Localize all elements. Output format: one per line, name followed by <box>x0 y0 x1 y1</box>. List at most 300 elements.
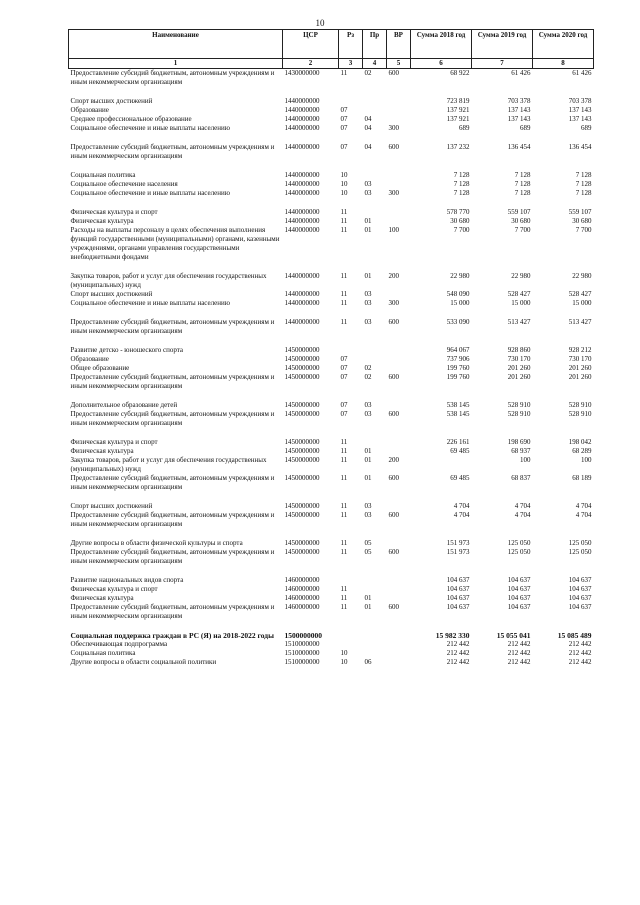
row-rz: 07 <box>340 143 348 151</box>
row-vr: 600 <box>388 474 399 482</box>
row-csr: 1450000000 <box>284 511 320 519</box>
row-vr <box>387 447 411 456</box>
row-sum-2020: 68 189 <box>572 474 592 482</box>
table-row <box>69 649 594 658</box>
table-row <box>69 438 594 447</box>
table-row <box>69 189 594 198</box>
row-rz: 07 <box>340 115 348 123</box>
table-row <box>69 180 594 189</box>
row-rz: 10 <box>340 189 348 197</box>
table-row <box>69 502 594 511</box>
row-vr: 600 <box>388 318 399 326</box>
row-sum-2020: 30 680 <box>572 217 592 225</box>
spacer-row <box>69 198 594 208</box>
row-csr: 1440000000 <box>284 226 320 234</box>
row-csr: 1450000000 <box>284 364 320 372</box>
column-number: 5 <box>387 59 411 69</box>
row-rz: 11 <box>340 456 348 464</box>
row-name: Предоставление субсидий бюджетным, автономным учреждениям и иным некоммерческим организациям <box>70 548 275 565</box>
header-pr: Пр <box>363 30 387 59</box>
row-csr: 1450000000 <box>284 355 320 363</box>
spacer-cell <box>69 133 594 143</box>
row-sum-2020: 61 426 <box>572 69 592 77</box>
row-pr <box>363 631 387 640</box>
row-sum-2020: 198 042 <box>568 438 592 446</box>
row-csr: 1440000000 <box>284 290 320 298</box>
column-number: 6 <box>411 59 472 69</box>
row-sum-2019: 136 454 <box>507 143 531 151</box>
row-csr: 1440000000 <box>284 318 320 326</box>
row-name: Дополнительное образование детей <box>70 401 178 409</box>
row-pr: 03 <box>364 511 372 519</box>
row-sum-2020: 7 700 <box>575 226 592 234</box>
row-sum-2018: 104 637 <box>446 594 470 602</box>
row-name: Физическая культура и спорт <box>70 438 158 446</box>
table-row <box>69 318 594 336</box>
row-csr: 1440000000 <box>284 299 320 307</box>
row-vr <box>387 585 411 594</box>
row-pr: 02 <box>364 373 372 381</box>
header-vr: ВР <box>387 30 411 59</box>
table-row <box>69 226 594 262</box>
row-rz: 11 <box>340 548 348 556</box>
spacer-cell <box>69 161 594 171</box>
row-sum-2018: 68 922 <box>450 69 470 77</box>
row-name: Образование <box>70 355 109 363</box>
row-sum-2019: 198 690 <box>507 438 531 446</box>
row-vr <box>387 401 411 410</box>
row-pr <box>363 171 387 180</box>
row-sum-2019: 212 442 <box>507 640 531 648</box>
row-vr <box>387 290 411 299</box>
row-pr: 01 <box>364 603 372 611</box>
row-rz: 10 <box>340 658 348 666</box>
table-row <box>69 640 594 649</box>
row-sum-2018: 15 982 330 <box>435 631 470 640</box>
header-row <box>69 30 594 59</box>
row-csr: 1510000000 <box>284 658 320 666</box>
row-sum-2019: 559 107 <box>507 208 531 216</box>
row-rz: 11 <box>340 290 348 298</box>
row-csr: 1450000000 <box>284 346 320 354</box>
row-vr <box>387 97 411 106</box>
spacer-cell <box>69 621 594 631</box>
row-sum-2020: 15 000 <box>572 299 592 307</box>
spacer-cell <box>69 336 594 346</box>
row-rz: 11 <box>340 474 348 482</box>
row-sum-2019: 137 143 <box>507 115 531 123</box>
row-pr: 03 <box>364 401 372 409</box>
row-sum-2018: 723 819 <box>446 97 470 105</box>
table-row <box>69 474 594 492</box>
row-sum-2020: 104 637 <box>568 585 592 593</box>
row-csr: 1450000000 <box>284 502 320 510</box>
row-vr: 200 <box>388 456 399 464</box>
table-row <box>69 208 594 217</box>
row-pr: 03 <box>364 318 372 326</box>
row-vr <box>387 658 411 667</box>
row-sum-2019: 68 937 <box>511 447 531 455</box>
spacer-row <box>69 391 594 401</box>
spacer-cell <box>69 391 594 401</box>
spacer-row <box>69 428 594 438</box>
row-rz: 07 <box>340 124 348 132</box>
row-vr: 300 <box>388 299 399 307</box>
row-sum-2019: 528 427 <box>507 290 531 298</box>
row-sum-2019: 7 700 <box>514 226 531 234</box>
spacer-row <box>69 529 594 539</box>
row-sum-2019: 104 637 <box>507 585 531 593</box>
row-pr: 02 <box>364 69 372 77</box>
row-vr <box>387 115 411 124</box>
row-pr: 01 <box>364 456 372 464</box>
row-rz: 11 <box>340 447 348 455</box>
row-name: Предоставление субсидий бюджетным, автономным учреждениям и иным некоммерческим организациям <box>70 69 275 86</box>
row-sum-2019: 201 260 <box>507 373 531 381</box>
row-rz: 11 <box>340 318 348 326</box>
row-pr <box>363 640 387 649</box>
row-vr: 600 <box>388 410 399 418</box>
row-pr <box>363 649 387 658</box>
row-sum-2020: 730 170 <box>568 355 592 363</box>
row-sum-2019: 928 860 <box>507 346 531 354</box>
row-pr: 03 <box>364 180 372 188</box>
row-sum-2020: 4 704 <box>575 502 592 510</box>
table-row <box>69 290 594 299</box>
row-sum-2018: 548 090 <box>446 290 470 298</box>
table-header <box>69 30 594 69</box>
row-name: Другие вопросы в области физической культуры и спорта <box>70 539 243 547</box>
row-name: Предоставление субсидий бюджетным, автономным учреждениям и иным некоммерческим организациям <box>70 143 275 160</box>
row-sum-2019: 212 442 <box>507 649 531 657</box>
table-row <box>69 410 594 428</box>
row-sum-2020: 4 704 <box>575 511 592 519</box>
row-sum-2019: 104 637 <box>507 603 531 611</box>
row-pr <box>363 438 387 447</box>
row-name: Социальная политика <box>70 171 136 179</box>
table-row <box>69 124 594 133</box>
row-sum-2019: 689 <box>520 124 531 132</box>
row-csr: 1450000000 <box>284 447 320 455</box>
table-row <box>69 603 594 621</box>
row-csr: 1450000000 <box>284 401 320 409</box>
row-name: Социальное обеспечение и иные выплаты населению <box>70 299 230 307</box>
row-vr: 600 <box>388 603 399 611</box>
table-row <box>69 346 594 355</box>
spacer-row <box>69 87 594 97</box>
row-rz: 11 <box>340 438 348 446</box>
header-sum-2019: Сумма 2019 год <box>472 30 533 59</box>
row-rz: 07 <box>340 355 348 363</box>
row-pr: 05 <box>364 539 372 547</box>
row-sum-2019: 4 704 <box>514 511 531 519</box>
row-name: Предоставление субсидий бюджетным, автономным учреждениям и иным некоммерческим организациям <box>70 410 275 427</box>
row-sum-2019: 104 637 <box>507 576 531 584</box>
row-csr: 1510000000 <box>284 640 320 648</box>
row-pr: 06 <box>364 658 372 666</box>
row-csr: 1450000000 <box>284 373 320 381</box>
row-rz: 07 <box>340 410 348 418</box>
row-sum-2020: 125 050 <box>568 548 592 556</box>
header-sum-2018: Сумма 2018 год <box>411 30 472 59</box>
row-sum-2019: 22 980 <box>511 272 531 280</box>
row-name: Спорт высших достижений <box>70 290 153 298</box>
row-sum-2018: 212 442 <box>446 649 470 657</box>
row-csr: 1460000000 <box>284 576 320 584</box>
table-row <box>69 217 594 226</box>
row-sum-2019: 7 128 <box>514 189 531 197</box>
row-vr: 300 <box>388 124 399 132</box>
row-sum-2020: 7 128 <box>575 171 592 179</box>
row-name: Предоставление субсидий бюджетным, автономным учреждениям и иным некоммерческим организациям <box>70 373 275 390</box>
row-rz: 07 <box>340 106 348 114</box>
table-row <box>69 373 594 391</box>
row-csr: 1430000000 <box>284 69 320 77</box>
row-sum-2019: 7 128 <box>514 180 531 188</box>
row-rz: 11 <box>340 502 348 510</box>
row-rz: 11 <box>340 226 348 234</box>
row-name: Предоставление субсидий бюджетным, автономным учреждениям и иным некоммерческим организациям <box>70 474 275 491</box>
row-name: Спорт высших достижений <box>70 97 153 105</box>
row-vr <box>387 502 411 511</box>
table-row <box>69 355 594 364</box>
row-sum-2020: 928 212 <box>568 346 592 354</box>
row-name: Предоставление субсидий бюджетным, автономным учреждениям и иным некоммерческим организациям <box>70 318 275 335</box>
row-vr: 200 <box>388 272 399 280</box>
row-sum-2020: 100 <box>581 456 592 464</box>
spacer-cell <box>69 308 594 318</box>
row-csr: 1440000000 <box>284 143 320 151</box>
row-sum-2020: 137 143 <box>568 115 592 123</box>
row-rz: 07 <box>340 401 348 409</box>
row-csr: 1450000000 <box>284 438 320 446</box>
row-sum-2019: 4 704 <box>514 502 531 510</box>
row-sum-2020: 104 637 <box>568 603 592 611</box>
row-sum-2019: 15 000 <box>511 299 531 307</box>
row-vr <box>387 438 411 447</box>
row-name: Закупка товаров, работ и услуг для обеспечения государственных (муниципальных) нужд <box>70 272 267 289</box>
table-row <box>69 539 594 548</box>
row-name: Предоставление субсидий бюджетным, автономным учреждениям и иным некоммерческим организациям <box>70 603 275 620</box>
spacer-row <box>69 492 594 502</box>
row-sum-2018: 137 232 <box>446 143 470 151</box>
row-vr: 600 <box>388 373 399 381</box>
row-name: Социальная поддержка граждан в РС (Я) на 2018-2022 годы <box>70 631 274 640</box>
row-vr <box>387 640 411 649</box>
row-sum-2019: 513 427 <box>507 318 531 326</box>
table-row <box>69 447 594 456</box>
row-sum-2018: 737 906 <box>446 355 470 363</box>
row-name: Обеспечивающая подпрограмма <box>70 640 168 648</box>
row-sum-2018: 30 680 <box>450 217 470 225</box>
spacer-cell <box>69 87 594 97</box>
row-csr: 1440000000 <box>284 272 320 280</box>
row-csr: 1440000000 <box>284 217 320 225</box>
row-sum-2020: 212 442 <box>568 640 592 648</box>
row-sum-2019: 30 680 <box>511 217 531 225</box>
row-vr <box>387 106 411 115</box>
row-vr <box>387 649 411 658</box>
row-vr <box>387 364 411 373</box>
row-sum-2018: 7 128 <box>453 189 470 197</box>
row-rz: 11 <box>340 272 348 280</box>
table-row <box>69 272 594 290</box>
row-sum-2019: 137 143 <box>507 106 531 114</box>
table-row <box>69 631 594 640</box>
table-row <box>69 143 594 161</box>
table-row <box>69 97 594 106</box>
row-sum-2018: 69 485 <box>450 447 470 455</box>
row-sum-2019: 100 <box>520 456 531 464</box>
header-rz: Рз <box>339 30 363 59</box>
row-sum-2018: 212 442 <box>446 640 470 648</box>
row-rz: 11 <box>340 69 348 77</box>
row-rz: 11 <box>340 594 348 602</box>
row-sum-2020: 22 980 <box>572 272 592 280</box>
row-pr: 03 <box>364 290 372 298</box>
row-pr: 02 <box>364 364 372 372</box>
row-name: Среднее профессиональное образование <box>70 115 192 123</box>
row-sum-2018: 7 128 <box>453 180 470 188</box>
row-pr: 01 <box>364 447 372 455</box>
row-sum-2018: 137 921 <box>446 106 470 114</box>
row-csr: 1440000000 <box>284 97 320 105</box>
row-sum-2018: 533 090 <box>446 318 470 326</box>
row-sum-2018: 538 145 <box>446 410 470 418</box>
row-vr <box>387 576 411 585</box>
row-rz: 11 <box>340 603 348 611</box>
column-number: 4 <box>363 59 387 69</box>
row-csr: 1440000000 <box>284 189 320 197</box>
row-vr: 600 <box>388 69 399 77</box>
row-name: Физическая культура <box>70 447 134 455</box>
table-row <box>69 115 594 124</box>
budget-table <box>68 29 594 667</box>
row-rz <box>339 631 363 640</box>
row-csr: 1440000000 <box>284 106 320 114</box>
row-csr: 1440000000 <box>284 171 320 179</box>
row-sum-2019: 61 426 <box>511 69 531 77</box>
row-name: Развитие национальных видов спорта <box>70 576 184 584</box>
row-sum-2019: 201 260 <box>507 364 531 372</box>
row-sum-2020: 7 128 <box>575 189 592 197</box>
row-vr <box>387 346 411 355</box>
row-vr: 600 <box>388 143 399 151</box>
column-number: 3 <box>339 59 363 69</box>
page-number: 10 <box>315 18 325 28</box>
row-sum-2020: 137 143 <box>568 106 592 114</box>
row-sum-2018: 4 704 <box>453 502 470 510</box>
spacer-cell <box>69 529 594 539</box>
row-name: Физическая культура <box>70 594 134 602</box>
row-sum-2019: 730 170 <box>507 355 531 363</box>
row-sum-2020: 125 050 <box>568 539 592 547</box>
row-vr <box>387 539 411 548</box>
row-sum-2019: 125 050 <box>507 539 531 547</box>
row-sum-2020: 528 910 <box>568 401 592 409</box>
row-rz: 10 <box>340 649 348 657</box>
row-csr: 1500000000 <box>284 631 322 640</box>
table-row <box>69 594 594 603</box>
row-rz <box>339 576 363 585</box>
spacer-cell <box>69 262 594 272</box>
row-csr: 1440000000 <box>284 124 320 132</box>
row-sum-2020: 212 442 <box>568 658 592 666</box>
table-row <box>69 106 594 115</box>
row-csr: 1440000000 <box>284 180 320 188</box>
spacer-row <box>69 336 594 346</box>
row-sum-2018: 199 760 <box>446 373 470 381</box>
row-pr: 03 <box>364 410 372 418</box>
row-sum-2020: 201 260 <box>568 364 592 372</box>
row-pr: 03 <box>364 502 372 510</box>
row-pr: 01 <box>364 217 372 225</box>
row-sum-2019: 7 128 <box>514 171 531 179</box>
row-csr: 1440000000 <box>284 208 320 216</box>
column-number: 8 <box>533 59 594 69</box>
row-pr <box>363 346 387 355</box>
row-sum-2019: 68 837 <box>511 474 531 482</box>
spacer-cell <box>69 428 594 438</box>
row-name: Спорт высших достижений <box>70 502 153 510</box>
table-row <box>69 299 594 308</box>
row-vr: 600 <box>388 511 399 519</box>
row-rz <box>339 640 363 649</box>
row-csr: 1440000000 <box>284 115 320 123</box>
row-name: Другие вопросы в области социальной политики <box>70 658 217 666</box>
row-pr <box>363 355 387 364</box>
row-rz <box>339 97 363 106</box>
row-rz: 11 <box>340 217 348 225</box>
row-csr: 1460000000 <box>284 594 320 602</box>
row-sum-2018: 199 760 <box>446 364 470 372</box>
row-vr: 100 <box>388 226 399 234</box>
row-pr: 01 <box>364 474 372 482</box>
row-csr: 1450000000 <box>284 456 320 464</box>
row-vr <box>387 171 411 180</box>
row-sum-2018: 964 067 <box>446 346 470 354</box>
row-pr: 01 <box>364 226 372 234</box>
row-rz: 07 <box>340 364 348 372</box>
row-csr: 1450000000 <box>284 474 320 482</box>
row-sum-2018: 104 637 <box>446 603 470 611</box>
row-name: Развитие детско - юношеского спорта <box>70 346 184 354</box>
table-row <box>69 401 594 410</box>
row-name: Физическая культура <box>70 217 134 225</box>
table-row <box>69 548 594 566</box>
row-pr: 04 <box>364 124 372 132</box>
spacer-cell <box>69 492 594 502</box>
header-csr: ЦСР <box>283 30 339 59</box>
row-sum-2018: 69 485 <box>450 474 470 482</box>
column-number-row <box>69 59 594 69</box>
row-sum-2018 <box>411 456 472 474</box>
row-sum-2020: 528 910 <box>568 410 592 418</box>
row-pr: 01 <box>364 272 372 280</box>
table-row <box>69 171 594 180</box>
row-sum-2018: 151 973 <box>446 548 470 556</box>
row-sum-2020: 513 427 <box>568 318 592 326</box>
row-rz: 10 <box>340 180 348 188</box>
row-name: Физическая культура и спорт <box>70 208 158 216</box>
row-vr <box>387 355 411 364</box>
row-sum-2020: 212 442 <box>568 649 592 657</box>
row-sum-2020: 703 378 <box>568 97 592 105</box>
row-name: Образование <box>70 106 109 114</box>
spacer-row <box>69 566 594 576</box>
row-rz: 11 <box>340 585 348 593</box>
row-sum-2020: 7 128 <box>575 180 592 188</box>
